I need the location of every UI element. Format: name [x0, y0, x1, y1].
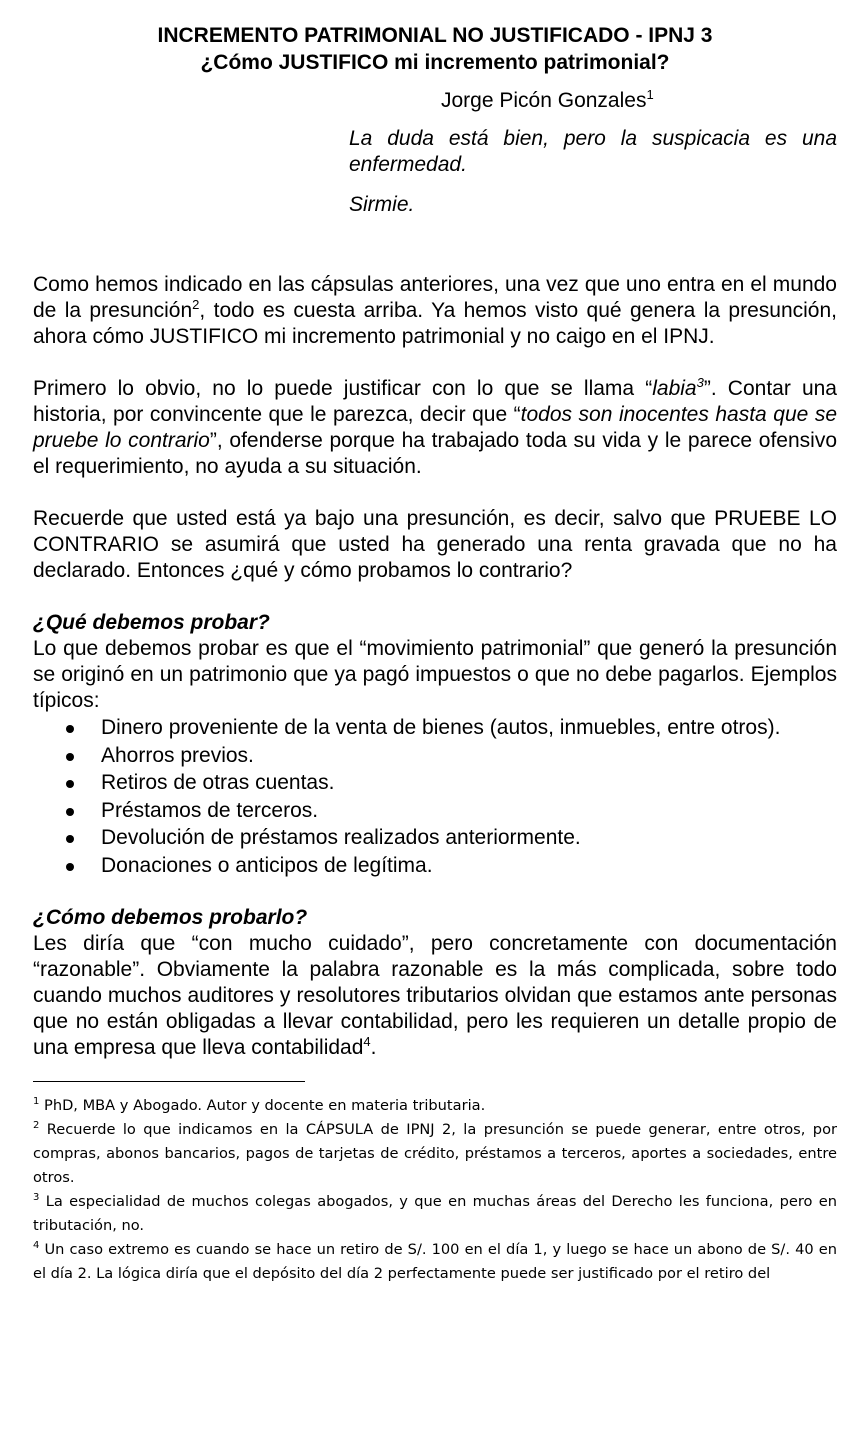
bullet-icon	[66, 753, 74, 761]
bullet-icon	[66, 863, 74, 871]
footnote-ref-4[interactable]: 4	[363, 1034, 371, 1049]
author-line	[441, 88, 837, 114]
list-item: Préstamos de terceros.	[33, 797, 837, 825]
paragraph-4: Lo que debemos probar es que el “movimiento patrimonial” que generó la presunción se originó en un patrimonio que ya pagó impuestos o que no debe pagarlos. Ejemplos típicos:	[33, 637, 837, 712]
list-item: Retiros de otras cuentas.	[33, 769, 837, 797]
examples-list	[33, 714, 837, 879]
epigraph-quote: La duda está bien, pero la suspicacia es una enfermedad.	[349, 127, 837, 176]
list-item: Donaciones o anticipos de legítima.	[33, 852, 837, 880]
author-name: Jorge Picón Gonzales	[441, 89, 647, 112]
footnote-ref-1[interactable]: 1	[646, 87, 654, 102]
document-subtitle: ¿Cómo JUSTIFICO mi incremento patrimonial?	[200, 51, 670, 74]
list-item: Devolución de préstamos realizados anteriormente.	[33, 824, 837, 852]
footnote-ref-3[interactable]: 3	[696, 375, 704, 390]
footnote-4: $^4$ Un caso extremo es cuando se hace un retiro de S/. 100 en el día 1, y luego se hace un abono de S/. 40 en el día 2. La lógica diría que el depósito del día 2 perfectamente puede ser justificado por el retiro del	[33, 1240, 837, 1282]
epigraph-source: Sirmie.	[349, 193, 415, 216]
footnote-3: $^3$ La especialidad de muchos colegas abogados, y que en muchas áreas del Derecho les funciona, pero en tributación, no.	[33, 1192, 837, 1234]
section-heading-how: ¿Cómo debemos probarlo?	[33, 906, 308, 929]
list-item: Ahorros previos.	[33, 742, 837, 770]
bullet-icon	[66, 725, 74, 733]
footnote-separator	[33, 1081, 305, 1082]
bullet-icon	[66, 835, 74, 843]
paragraph-1: Como hemos indicado en las cápsulas anteriores, una vez que uno entra en el mundo de la presunción$^2$, todo es cuesta arriba. Ya hemos visto qué genera la presunción, ahora cómo JUSTIFICO mi incremento patrimonial y no caigo en el IPNJ.	[33, 273, 837, 348]
document-page	[33, 22, 837, 1286]
paragraph-3: Recuerde que usted está ya bajo una presunción, es decir, salvo que PRUEBE LO CONTRARIO se asumirá que usted ha generado una renta gravada que no ha declarado. Entonces ¿qué y cómo probamos lo contrario?	[33, 507, 837, 582]
list-item: Dinero proveniente de la venta de bienes (autos, inmuebles, entre otros).	[33, 714, 837, 742]
footnote-ref-2[interactable]: 2	[192, 297, 200, 312]
document-title: INCREMENTO PATRIMONIAL NO JUSTIFICADO - IPNJ 3	[157, 24, 713, 47]
bullet-icon	[66, 780, 74, 788]
bullet-icon	[66, 808, 74, 816]
paragraph-2: Primero lo obvio, no lo puede justificar con lo que se llama “labia$^3$”. Contar una historia, por convincente que le parezca, decir que “todos son inocentes hasta que se pruebe lo contrario”, ofenderse porque ha trabajado toda su vida y le parece ofensivo el requerimiento, no ayuda a su situación.	[33, 375, 838, 478]
section-heading-what: ¿Qué debemos probar?	[33, 611, 270, 634]
footnote-2: $^2$ Recuerde lo que indicamos en la CÁPSULA de IPNJ 2, la presunción se puede generar, entre otros, por compras, abonos bancarios, pagos de tarjetas de crédito, préstamos a terceros, aportes a sociedades, entre otros.	[33, 1120, 837, 1186]
paragraph-5: Les diría que “con mucho cuidado”, pero concretamente con documentación “razonable”. Obviamente la palabra razonable es la más complicada, sobre todo cuando muchos auditores y resolutores tributarios olvidan que estamos ante personas que no están obligadas a llevar contabilidad, pero les requieren un detalle propio de una empresa que lleva contabilidad$^4$.	[33, 932, 837, 1059]
footnote-1: $^1$ PhD, MBA y Abogado. Autor y docente en materia tributaria.	[33, 1096, 486, 1114]
